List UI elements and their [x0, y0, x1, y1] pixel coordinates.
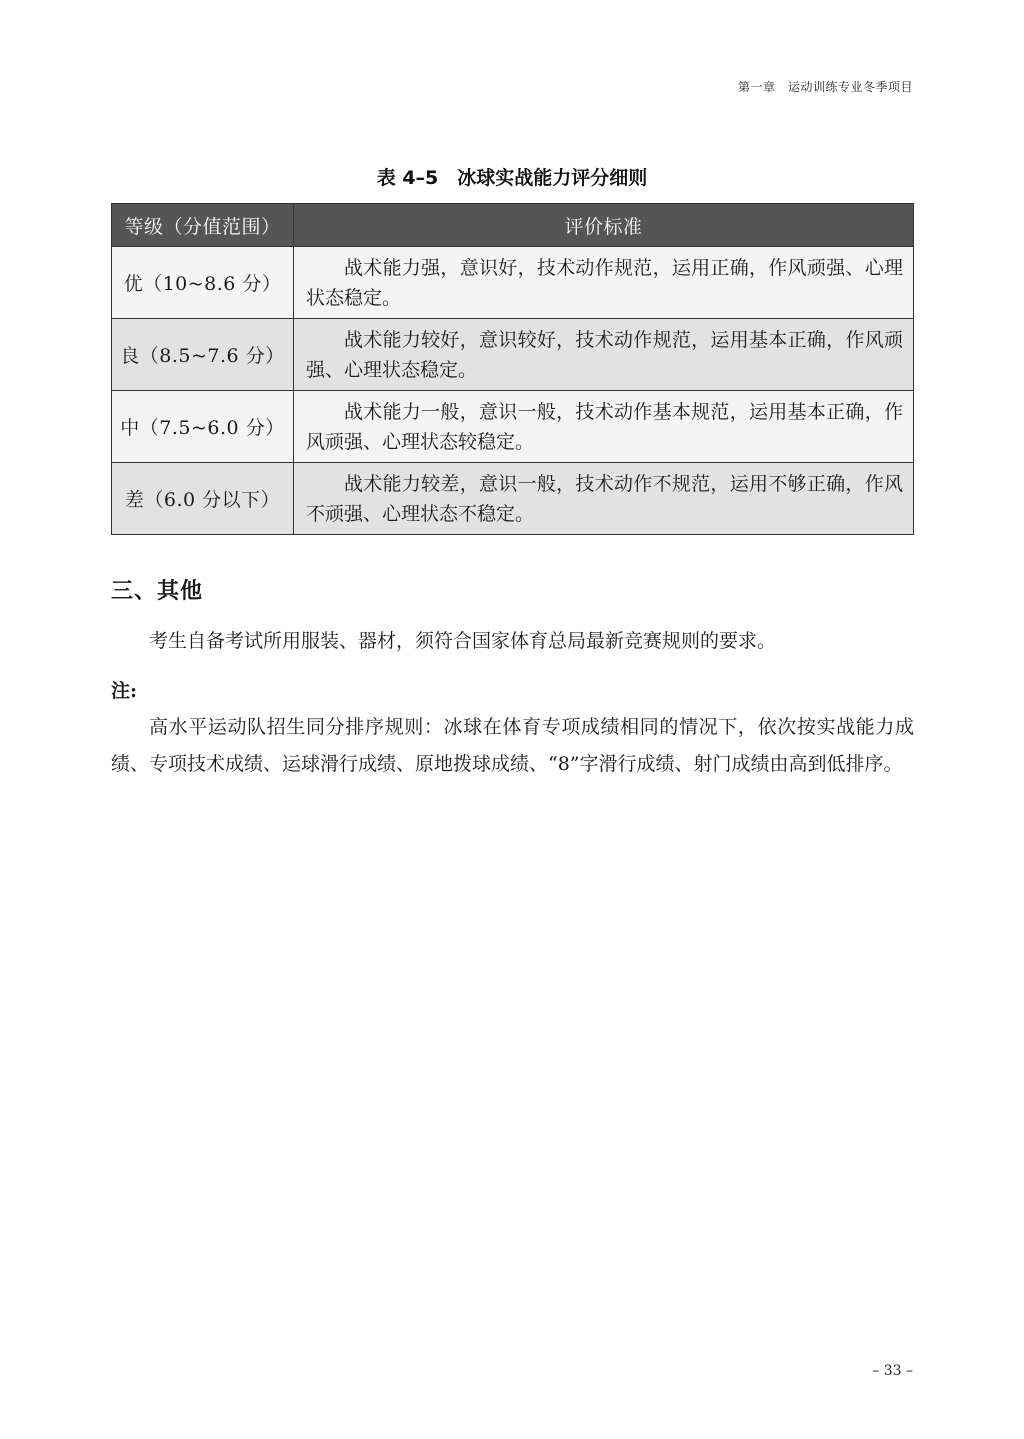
column-header-level: 等级（分值范围） — [112, 204, 294, 247]
table-row — [112, 391, 914, 463]
note-paragraph: 高水平运动队招生同分排序规则：冰球在体育专项成绩相同的情况下，依次按实战能力成绩、专项技术成绩、运球滑行成绩、原地拨球成绩、“8”字滑行成绩、射门成绩由高到低排序。 — [111, 716, 914, 775]
note-label: 注: — [111, 680, 138, 702]
table-row — [112, 319, 914, 391]
table-caption: 表 4–5 冰球实战能力评分细则 — [376, 167, 648, 189]
criteria-text: 战术能力强，意识好，技术动作规范，运用正确，作风顽强、心理状态稳定。 — [306, 256, 903, 309]
table-row — [112, 247, 914, 319]
page-number: – 33 – — [872, 1363, 913, 1379]
criteria-text: 战术能力较差，意识一般，技术动作不规范，运用不够正确，作风不顽强、心理状态不稳定。 — [306, 472, 903, 525]
section-heading: 三、其他 — [111, 578, 204, 604]
equipment-paragraph: 考生自备考试所用服装、器材，须符合国家体育总局最新竞赛规则的要求。 — [149, 630, 777, 652]
table-header-row — [112, 204, 914, 247]
level-cell: 良（8.5~7.6 分） — [112, 319, 294, 391]
table-row — [112, 463, 914, 535]
criteria-text: 战术能力较好，意识较好，技术动作规范，运用基本正确，作风顽强、心理状态稳定。 — [306, 328, 903, 381]
criteria-cell — [294, 391, 914, 463]
level-cell: 差（6.0 分以下） — [112, 463, 294, 535]
level-cell: 中（7.5~6.0 分） — [112, 391, 294, 463]
criteria-cell — [294, 319, 914, 391]
scoring-table — [111, 203, 914, 535]
column-header-criteria: 评价标准 — [294, 204, 914, 247]
criteria-text: 战术能力一般，意识一般，技术动作基本规范，运用基本正确，作风顽强、心理状态较稳定。 — [306, 400, 903, 453]
criteria-cell — [294, 463, 914, 535]
level-cell: 优（10~8.6 分） — [112, 247, 294, 319]
criteria-cell — [294, 247, 914, 319]
running-header: 第一章 运动训练专业冬季项目 — [737, 80, 913, 94]
